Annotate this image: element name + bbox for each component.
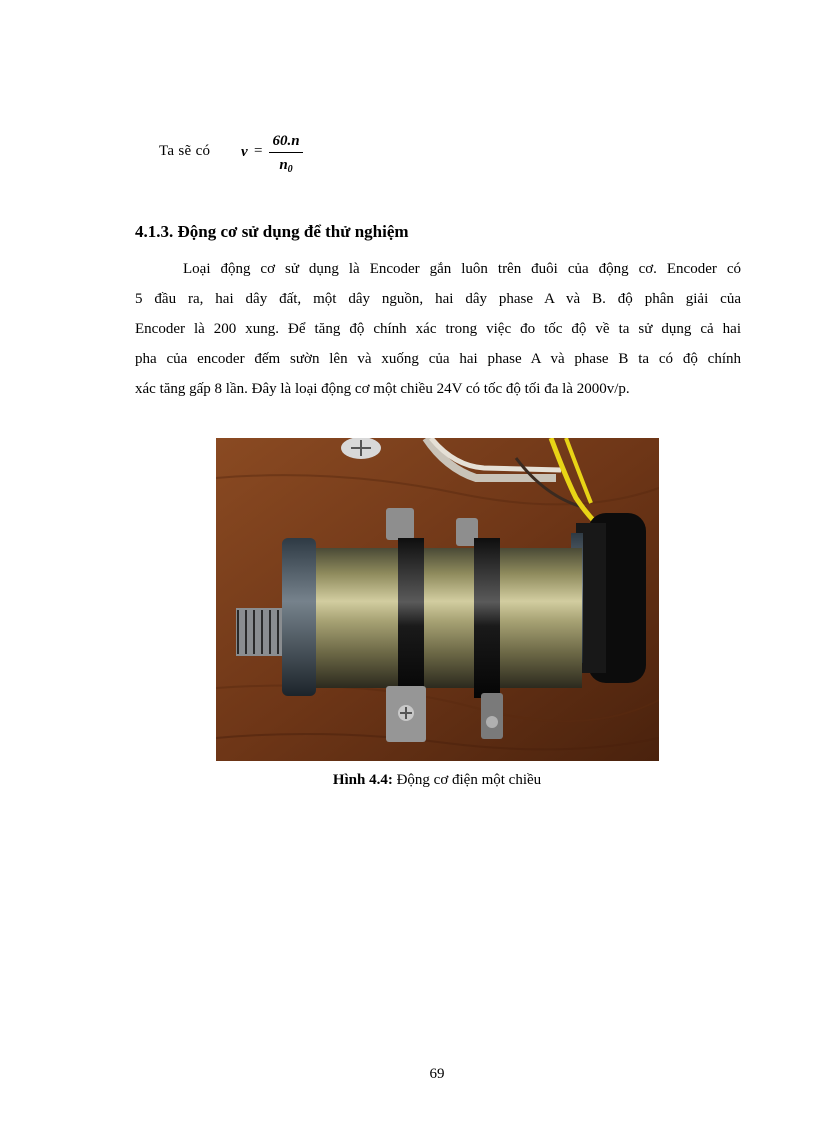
fraction-bar — [269, 152, 303, 153]
page-number: 69 — [429, 1066, 445, 1082]
formula-numerator: 60.n — [272, 133, 300, 149]
denominator-base: n — [279, 157, 288, 174]
formula-equals: = — [254, 143, 263, 159]
formula-denominator — [269, 156, 303, 179]
paragraph-line: Encoder là 200 xung. Để tăng độ chính xác trong việc đo tốc độ về ta sử dụng cả hai — [135, 321, 741, 337]
velocity-formula — [241, 132, 361, 178]
section-heading: 4.1.3. Động cơ sử dụng để thử nghiệm — [135, 222, 409, 241]
formula-fraction — [269, 132, 303, 179]
formula-lhs: v — [241, 144, 248, 160]
body-paragraph — [135, 254, 741, 404]
denominator-subscript: 0 — [287, 164, 293, 176]
formula-lead-text: Ta sẽ có — [159, 143, 211, 159]
formula-row — [159, 132, 379, 178]
figure-caption — [0, 772, 816, 789]
caption-text: Động cơ điện một chiều — [392, 772, 542, 788]
paragraph-line: Loại động cơ sử dụng là Encoder gắn luôn trên đuôi của động cơ. Encoder có — [183, 261, 741, 277]
dc-motor-photo — [216, 438, 659, 761]
paragraph-line: xác tăng gấp 8 lần. Đây là loại động cơ một chiều 24V có tốc độ tối đa là 2000v/p. — [135, 381, 630, 397]
caption-label: Hình 4.4: — [332, 772, 393, 788]
paragraph-line: 5 đầu ra, hai dây đất, một dây nguồn, hai dây phase A và B. độ phân giải của — [135, 291, 741, 307]
paragraph-line: pha của encoder đếm sườn lên và xuống của hai phase A và phase B ta có độ chính — [135, 351, 741, 367]
